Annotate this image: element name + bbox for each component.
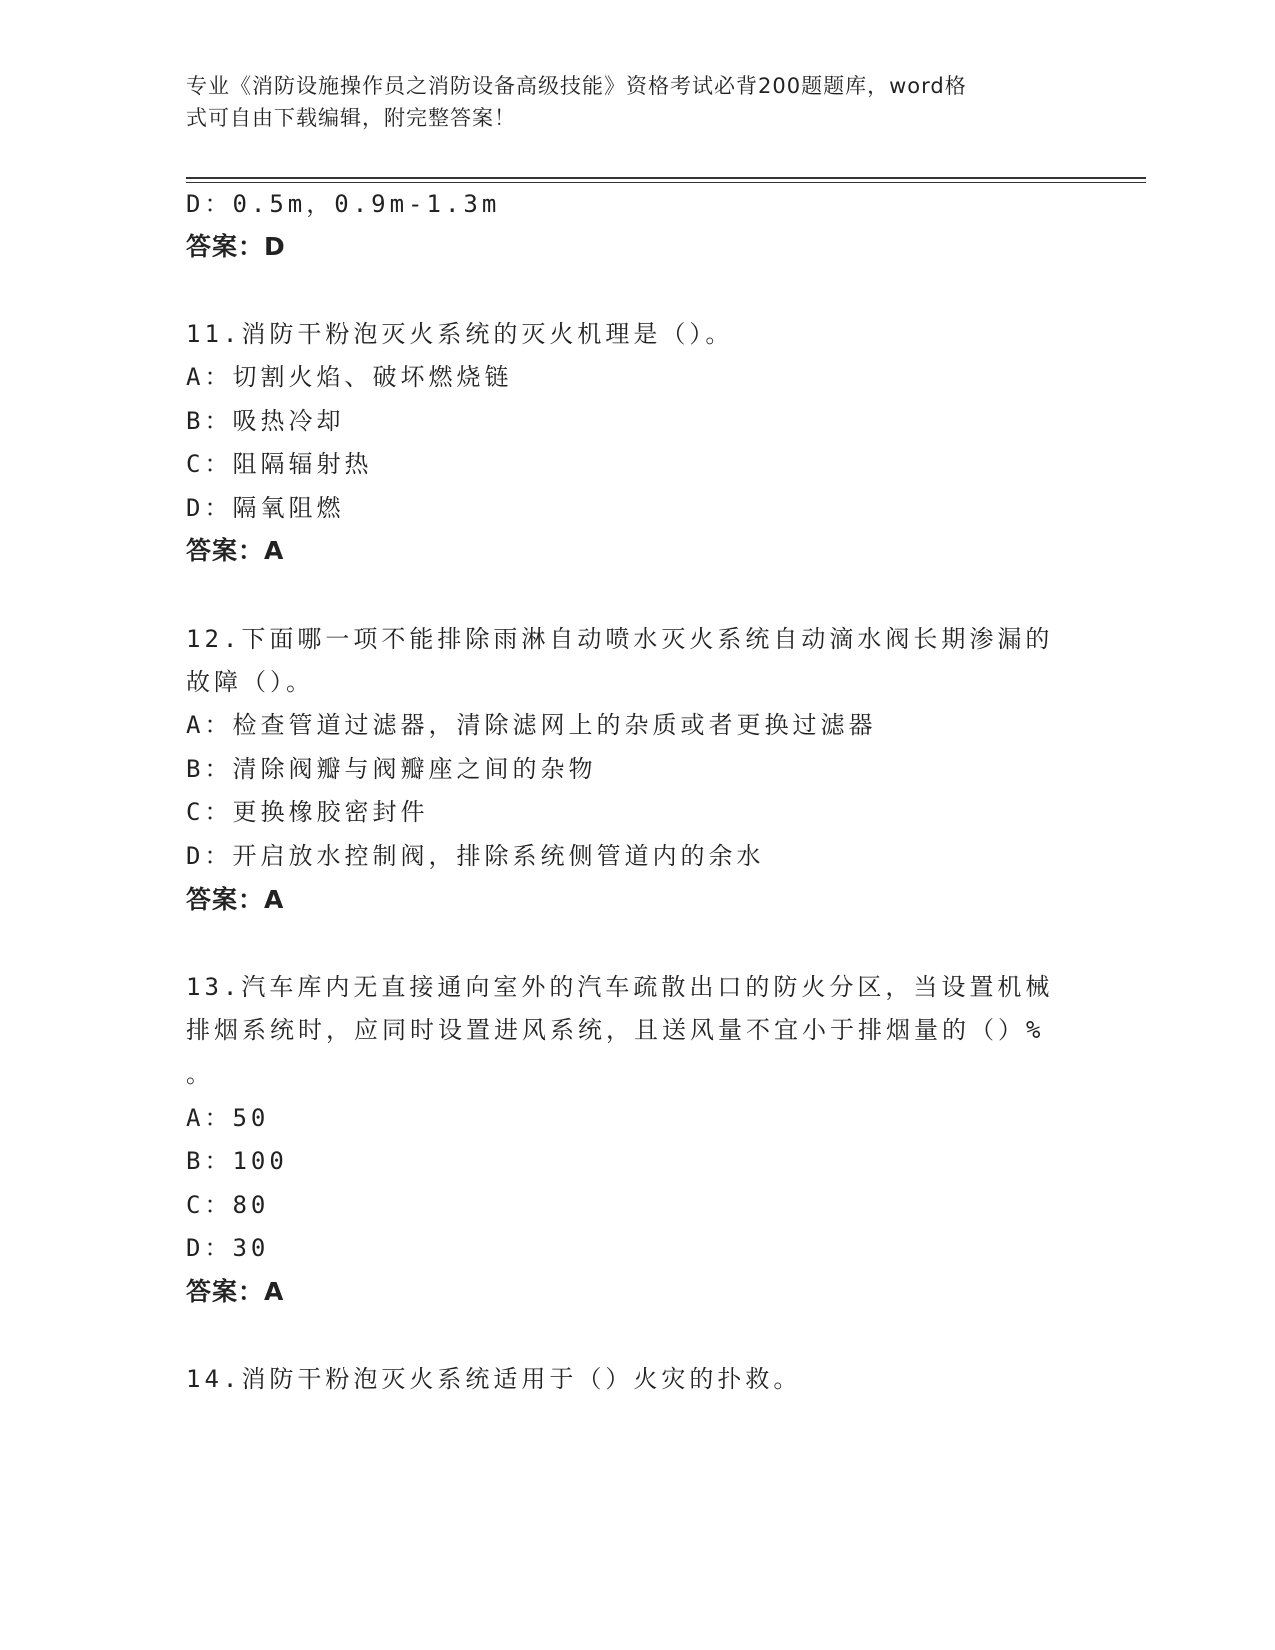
header-line-1: 专业《消防设施操作员之消防设备高级技能》资格考试必背200题题库，word格 (186, 74, 967, 98)
option-line: B：吸热冷却 (186, 407, 345, 435)
option-line: A：切割火焰、破坏燃烧链 (186, 363, 513, 391)
option-line: C：更换橡胶密封件 (186, 798, 429, 826)
option-line: C：阻隔辐射热 (186, 450, 373, 478)
header-rule-thin (186, 182, 1146, 183)
header-rule-thick (186, 177, 1146, 179)
option-line: C：80 (186, 1191, 270, 1219)
answer-line: 答案：A (186, 885, 285, 914)
option-line: D：隔氧阻燃 (186, 494, 345, 522)
answer-line: 答案：A (186, 536, 285, 565)
question-stem: 12.下面哪一项不能排除雨淋自动喷水灭火系统自动滴水阀长期渗漏的 (186, 625, 1054, 653)
option-line: A：检查管道过滤器，清除滤网上的杂质或者更换过滤器 (186, 711, 877, 739)
option-line: B：清除阀瓣与阀瓣座之间的杂物 (186, 755, 597, 783)
question-stem: 故障（）。 (186, 668, 314, 696)
question-stem: 14.消防干粉泡灭火系统适用于（）火灾的扑救。 (186, 1365, 802, 1393)
document-header (186, 70, 1066, 134)
option-line: B：100 (186, 1147, 288, 1175)
question-stem: 11.消防干粉泡灭火系统的灭火机理是（）。 (186, 320, 734, 348)
answer-line: 答案：A (186, 1277, 285, 1306)
answer-line: 答案：D (186, 232, 286, 261)
option-line: D：30 (186, 1234, 270, 1262)
question-stem: 13.汽车库内无直接通向室外的汽车疏散出口的防火分区，当设置机械 (186, 973, 1054, 1001)
question-stem: 排烟系统时，应同时设置进风系统，且送风量不宜小于排烟量的（）% (186, 1016, 1045, 1044)
option-line: D：0.5m，0.9m-1.3m (186, 190, 501, 218)
option-line: D：开启放水控制阀，排除系统侧管道内的余水 (186, 842, 765, 870)
option-line: A：50 (186, 1104, 270, 1132)
header-line-2: 式可自由下载编辑，附完整答案！ (186, 106, 516, 130)
question-stem: 。 (186, 1060, 214, 1088)
